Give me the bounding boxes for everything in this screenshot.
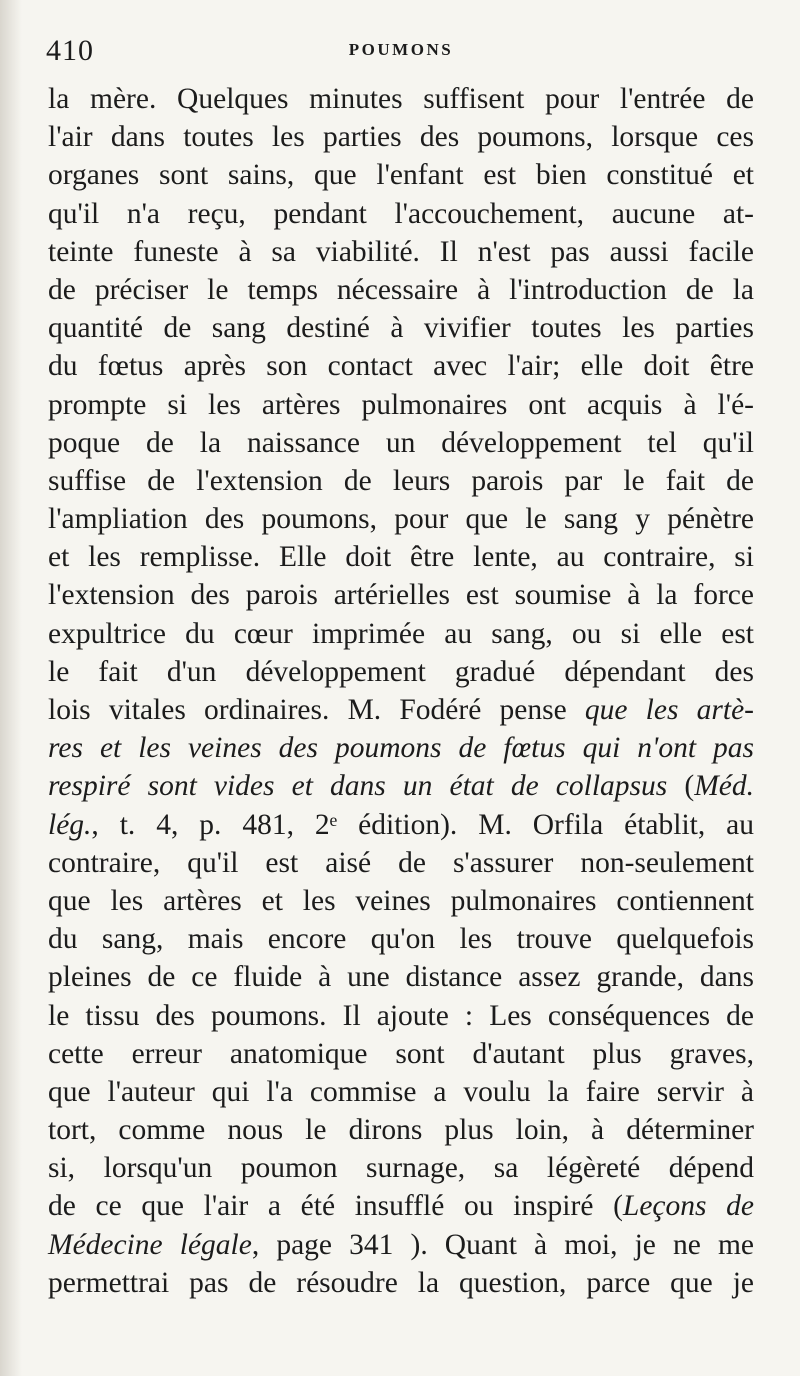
citation-title: Leçons de [622, 1190, 755, 1223]
italic-quote: que les artè- [584, 694, 754, 726]
text-line: que l'auteur qui l'a commise a voulu la faire servir à [48, 1075, 754, 1108]
text-line: contraire, qu'il est aisé de s'assurer non-seulement [48, 846, 754, 879]
text-line: le tissu des poumons. Il ajoute : Les conséquences de [48, 999, 754, 1032]
text-line [48, 806, 754, 844]
text-span: , page 341 ). Quant à moi, je ne me [251, 1228, 754, 1261]
text-line: teinte funeste à sa viabilité. Il n'est pas aussi facile [48, 235, 754, 268]
text-line: du sang, mais encore qu'on les trouve quelquefois [48, 923, 754, 956]
text-line: permettrai pas de résoudre la question, parce que je [48, 1266, 754, 1299]
text-span: , t. 4, p. 481, 2ᵉ édition). M. Orfila établit, au [91, 808, 754, 841]
text-line: cette erreur anatomique sont d'autant plus graves, [48, 1037, 754, 1070]
binding-shadow [0, 0, 22, 1376]
page-header [46, 34, 756, 74]
text-span: de ce que l'air a été insufflé ou inspiré ( [48, 1190, 623, 1223]
text-line: pleines de ce fluide à une distance assez grande, dans [48, 961, 754, 994]
citation-title: lég. [48, 808, 92, 841]
text-line: et les remplisse. Elle doit être lente, au contraire, si [48, 541, 754, 574]
text-span: lois vitales ordinaires. M. Fodéré pense [48, 694, 585, 726]
text-line: du fœtus après son contact avec l'air; elle doit être [48, 350, 754, 383]
text-line: si, lorsqu'un poumon surnage, sa légèreté dépend [48, 1152, 754, 1185]
text-line: la mère. Quelques minutes suffisent pour l'entrée de [48, 83, 754, 115]
text-line: suffise de l'extension de leurs parois par le fait de [48, 464, 754, 497]
text-line [48, 729, 754, 767]
text-line: organes sont sains, que l'enfant est bien constitué et [48, 159, 754, 192]
text-span: ( [667, 770, 695, 803]
page-number: 410 [46, 34, 94, 67]
text-line: de préciser le temps nécessaire à l'introduction de la [48, 273, 754, 306]
body-text [48, 80, 754, 1302]
italic-quote: res et les veines des poumons de fœtus qui n'ont pas [48, 732, 754, 765]
text-line [48, 1187, 754, 1225]
text-line [48, 691, 754, 729]
text-line: expultrice du cœur imprimée au sang, ou si elle est [48, 617, 754, 650]
italic-quote: respiré sont vides et dans un état de collapsus [48, 770, 668, 803]
text-line: quantité de sang destiné à vivifier toutes les parties [48, 312, 754, 345]
text-line: qu'il n'a reçu, pendant l'accouchement, aucune at- [48, 197, 754, 230]
text-line: l'ampliation des poumons, pour que le sang y pénètre [48, 503, 754, 536]
text-line: l'extension des parois artérielles est soumise à la force [48, 579, 754, 612]
text-line: le fait d'un développement gradué dépendant des [48, 655, 754, 688]
text-line [48, 1226, 754, 1264]
citation-title: Médecine légale [48, 1228, 252, 1261]
text-line: tort, comme nous le dirons plus loin, à déterminer [48, 1114, 754, 1147]
citation-title: Méd. [694, 770, 754, 803]
text-line: poque de la naissance un développement tel qu'il [48, 426, 754, 459]
text-line: prompte si les artères pulmonaires ont acquis à l'é- [48, 388, 754, 421]
text-line: que les artères et les veines pulmonaires contiennent [48, 884, 754, 917]
running-head: POUMONS [348, 40, 454, 59]
text-line: l'air dans toutes les parties des poumons, lorsque ces [48, 121, 754, 154]
text-line [48, 767, 754, 805]
